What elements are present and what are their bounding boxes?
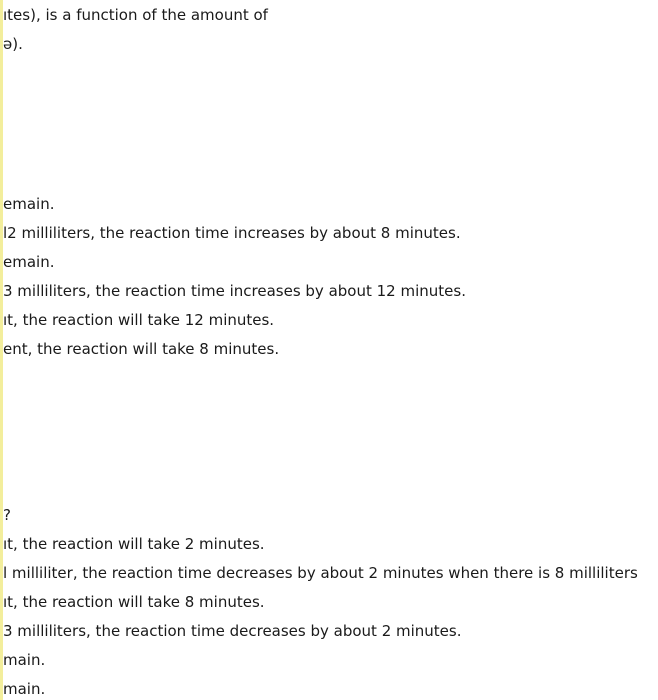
part2-prompt: ? (3, 506, 11, 524)
part2-choice-1[interactable]: ıt, the reaction will take 2 minutes. (3, 535, 265, 553)
question-intro-line-2: ə). (3, 35, 23, 53)
part1-choice-2[interactable]: l2 milliliters, the reaction time increases by about 8 minutes. (3, 224, 461, 242)
part2-choice-3[interactable]: ıt, the reaction will take 8 minutes. (3, 593, 265, 611)
part1-choice-1[interactable]: emain. (3, 195, 55, 213)
part1-choice-6[interactable]: ent, the reaction will take 8 minutes. (3, 340, 280, 358)
part1-choice-3[interactable]: emain. (3, 253, 55, 271)
part1-choice-5[interactable]: ıt, the reaction will take 12 minutes. (3, 311, 275, 329)
part2-choice-6[interactable]: main. (3, 680, 46, 698)
part2-choice-4[interactable]: 3 milliliters, the reaction time decreases by about 2 minutes. (3, 622, 462, 640)
question-intro-line-1: ıtes), is a function of the amount of (3, 6, 268, 24)
part2-choice-5[interactable]: main. (3, 651, 46, 669)
part1-choice-4[interactable]: 3 milliliters, the reaction time increases by about 12 minutes. (3, 282, 466, 300)
part2-choice-2[interactable]: l milliliter, the reaction time decreases by about 2 minutes when there is 8 milliliters (3, 564, 638, 582)
